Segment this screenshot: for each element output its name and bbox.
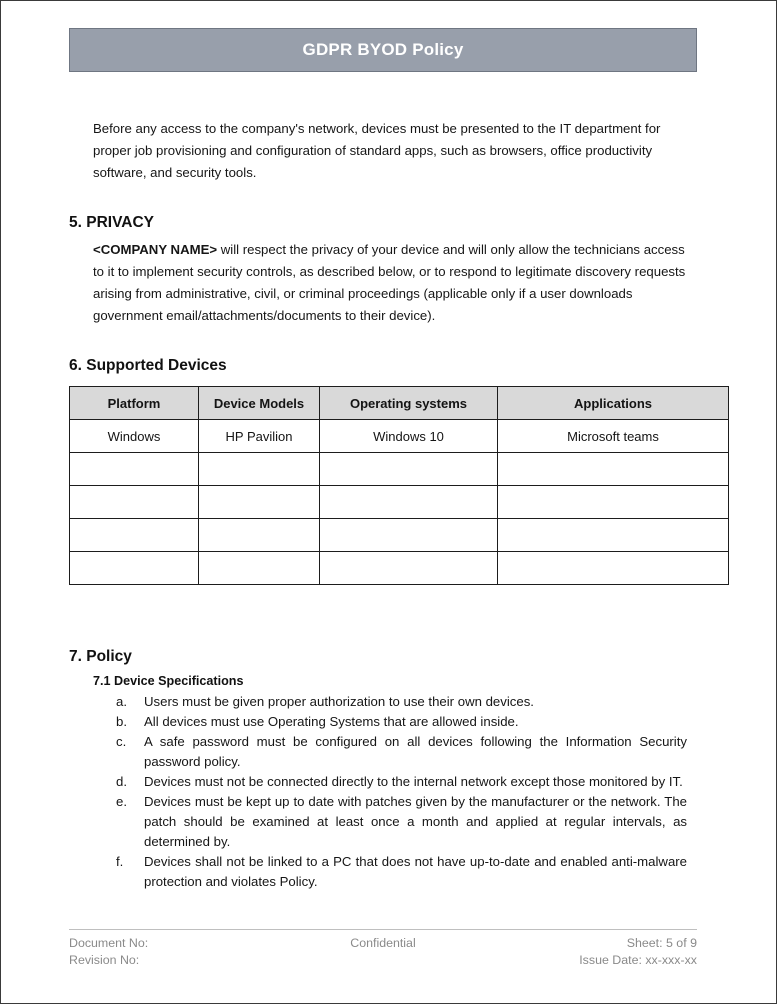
table-row: [70, 519, 729, 552]
table-cell-operating-system[interactable]: [320, 486, 498, 519]
table-cell-device-model[interactable]: HP Pavilion: [199, 420, 320, 453]
column-header-platform: Platform: [70, 387, 199, 420]
section-heading-supported-devices: 6. Supported Devices: [69, 357, 227, 374]
table-cell-operating-system[interactable]: [320, 519, 498, 552]
table-cell-application[interactable]: [498, 519, 729, 552]
policy-item-list: [69, 692, 697, 892]
footer-spacer: [283, 952, 484, 969]
list-item: [69, 772, 697, 792]
table-cell-device-model[interactable]: [199, 453, 320, 486]
table-row: [70, 453, 729, 486]
list-item: [69, 732, 697, 772]
list-item-marker: f.: [116, 854, 124, 869]
privacy-paragraph: [69, 239, 697, 327]
footer-confidential-label: Confidential: [350, 936, 416, 950]
footer-row-second: [69, 952, 697, 969]
privacy-paragraph-body: will respect the privacy of your device and will only allow the technicians access to it to implement security controls, as described below, or to respond to legitimate discovery requests arising from administrative, civil, or criminal proceedings (applicable only if a user downloads government email/attachments/documents to their device).: [93, 242, 686, 323]
table-cell-platform[interactable]: Windows: [70, 420, 199, 453]
list-item-marker: d.: [116, 774, 127, 789]
table-cell-platform[interactable]: [70, 552, 199, 585]
list-item: [69, 852, 697, 892]
table-cell-device-model[interactable]: [199, 486, 320, 519]
table-cell-platform[interactable]: [70, 486, 199, 519]
column-header-operating-systems: Operating systems: [320, 387, 498, 420]
list-item-text: Users must be given proper authorization to use their own devices.: [144, 694, 534, 709]
document-title-banner: [69, 28, 697, 72]
list-item-text: Devices shall not be linked to a PC that does not have up-to-date and enabled anti-malware protection and violates Policy.: [144, 854, 687, 889]
table-body: [70, 420, 729, 585]
table-cell-application[interactable]: [498, 453, 729, 486]
table-row: [70, 420, 729, 453]
column-header-device-models: Device Models: [199, 387, 320, 420]
footer-document-no: Document No:: [69, 936, 149, 950]
table-row: [70, 552, 729, 585]
footer-sheet-number: Sheet: 5 of 9: [626, 936, 697, 950]
table-cell-operating-system[interactable]: [320, 453, 498, 486]
table-cell-operating-system[interactable]: [320, 552, 498, 585]
table-cell-device-model[interactable]: [199, 519, 320, 552]
footer-revision-no: Revision No:: [69, 953, 140, 967]
list-item-text: Devices must be kept up to date with patches given by the manufacturer or the network. The patch should be examined at least once a month and applied at regular intervals, as determined by.: [144, 794, 687, 849]
subsection-heading-device-specifications: 7.1 Device Specifications: [93, 674, 244, 688]
table-cell-platform[interactable]: [70, 453, 199, 486]
page-title: GDPR BYOD Policy: [302, 40, 464, 59]
table-header-row: [70, 387, 729, 420]
list-item: [69, 792, 697, 852]
list-item-text: Devices must not be connected directly to the internal network except those monitored by IT.: [144, 774, 683, 789]
table-cell-application[interactable]: [498, 552, 729, 585]
table-header: [70, 387, 729, 420]
table-cell-operating-system[interactable]: Windows 10: [320, 420, 498, 453]
page-footer: [69, 929, 697, 969]
footer-issue-date: Issue Date: xx-xxx-xx: [579, 953, 697, 967]
list-item-text: A safe password must be configured on all devices following the Information Security password policy.: [144, 734, 687, 769]
list-item-marker: a.: [116, 694, 127, 709]
table-cell-platform[interactable]: [70, 519, 199, 552]
list-item-marker: e.: [116, 794, 127, 809]
supported-devices-table: [69, 386, 729, 585]
document-content: [69, 28, 697, 892]
list-item: [69, 712, 697, 732]
column-header-applications: Applications: [498, 387, 729, 420]
section-heading-privacy: 5. PRIVACY: [69, 214, 154, 231]
list-item-text: All devices must use Operating Systems that are allowed inside.: [144, 714, 519, 729]
table-cell-application[interactable]: Microsoft teams: [498, 420, 729, 453]
footer-divider: [69, 929, 697, 930]
table-cell-application[interactable]: [498, 486, 729, 519]
list-item: [69, 692, 697, 712]
section-heading-policy: 7. Policy: [69, 648, 132, 665]
list-item-marker: c.: [116, 734, 127, 749]
footer-row-first: [69, 935, 697, 952]
list-item-marker: b.: [116, 714, 127, 729]
intro-paragraph: Before any access to the company's network, devices must be presented to the IT department for proper job provisioning and configuration of standard apps, such as browsers, office productivity software, and security tools.: [93, 121, 661, 180]
company-name-placeholder: <COMPANY NAME>: [93, 242, 218, 257]
table-cell-device-model[interactable]: [199, 552, 320, 585]
table-row: [70, 486, 729, 519]
